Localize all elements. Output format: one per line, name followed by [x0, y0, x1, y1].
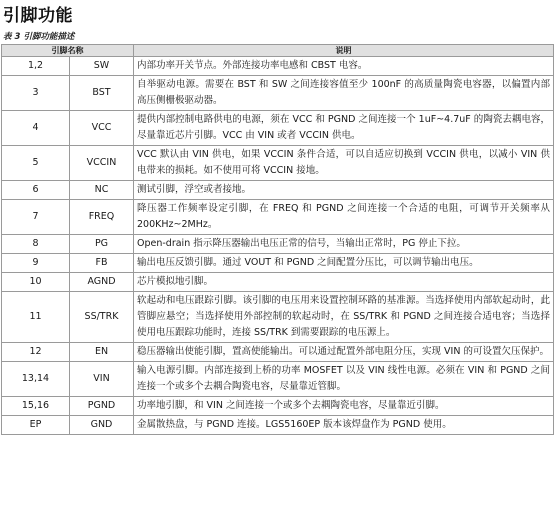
pin-function-table [1, 44, 554, 435]
pin-description: 输出电压反馈引脚。通过 VOUT 和 PGND 之间配置分压比，可以调节输出电压。 [134, 254, 554, 273]
pin-description: 金属散热盘，与 PGND 连接。LGS5160EP 版本该焊盘作为 PGND 使用。 [134, 416, 554, 435]
table-row [2, 76, 554, 111]
pin-name: FREQ [70, 200, 134, 235]
table-row [2, 235, 554, 254]
pin-description: 软起动和电压跟踪引脚。该引脚的电压用来设置控制环路的基准源。当选择使用内部软起动时，此管脚应悬空；当选择使用外部控制的软起动时，在 SS/TRK 和 PGND 之间连接合适电容；当选择使用电压跟踪功能时，连接 SS/TRK 到需要跟踪的电压源上。 [134, 292, 554, 343]
pin-description: 内部功率开关节点。外部连接功率电感和 CBST 电容。 [134, 57, 554, 76]
pin-name: VIN [70, 362, 134, 397]
table-row [2, 397, 554, 416]
pin-number: 7 [2, 200, 70, 235]
pin-number: 8 [2, 235, 70, 254]
pin-number: 1,2 [2, 57, 70, 76]
table-row [2, 343, 554, 362]
pin-number: 11 [2, 292, 70, 343]
header-pin-name: 引脚名称 [2, 45, 134, 57]
pin-description: 输入电源引脚。内部连接到上桥的功率 MOSFET 以及 VIN 线性电源。必须在 VIN 和 PGND 之间连接一个或多个去耦合陶瓷电容，尽量靠近管脚。 [134, 362, 554, 397]
pin-name: BST [70, 76, 134, 111]
table-row [2, 273, 554, 292]
pin-name: AGND [70, 273, 134, 292]
table-header-row [2, 45, 554, 57]
pin-name: NC [70, 181, 134, 200]
pin-name: SW [70, 57, 134, 76]
pin-number: 12 [2, 343, 70, 362]
pin-description: 提供内部控制电路供电的电源，须在 VCC 和 PGND 之间连接一个 1uF~4.7uF 的陶瓷去耦电容，尽量靠近芯片引脚。VCC 由 VIN 或者 VCCIN 供电。 [134, 111, 554, 146]
pin-description: 降压器工作频率设定引脚，在 FREQ 和 PGND 之间连接一个合适的电阻，可调节开关频率从 200KHz~2MHz。 [134, 200, 554, 235]
pin-number: 6 [2, 181, 70, 200]
pin-number: 3 [2, 76, 70, 111]
page-title: 引脚功能 [3, 6, 73, 26]
pin-description: 测试引脚，浮空或者接地。 [134, 181, 554, 200]
pin-description: 稳压器输出使能引脚，置高使能输出。可以通过配置外部电阻分压，实现 VIN 的可设置欠压保护。 [134, 343, 554, 362]
pin-name: SS/TRK [70, 292, 134, 343]
pin-name: PGND [70, 397, 134, 416]
table-caption: 表 3 引脚功能描述 [3, 32, 75, 42]
pin-number: 13,14 [2, 362, 70, 397]
header-description: 说明 [134, 45, 554, 57]
table-row [2, 254, 554, 273]
pin-description: 自举驱动电源。需要在 BST 和 SW 之间连接容值至少 100nF 的高质量陶瓷电容器，以偏置内部高压侧栅极驱动器。 [134, 76, 554, 111]
table-body [2, 57, 554, 435]
table-row [2, 57, 554, 76]
pin-description: 功率地引脚，和 VIN 之间连接一个或多个去耦陶瓷电容，尽量靠近引脚。 [134, 397, 554, 416]
pin-description: 芯片模拟地引脚。 [134, 273, 554, 292]
pin-description: VCC 默认由 VIN 供电，如果 VCCIN 条件合适，可以自适应切换到 VCCIN 供电，以减小 VIN 供电带来的损耗。如不使用可将 VCCIN 接地。 [134, 146, 554, 181]
pin-number: 9 [2, 254, 70, 273]
pin-name: PG [70, 235, 134, 254]
pin-name: FB [70, 254, 134, 273]
table-row [2, 292, 554, 343]
pin-name: EN [70, 343, 134, 362]
pin-description: Open-drain 指示降压器输出电压正常的信号，当输出正常时，PG 停止下拉。 [134, 235, 554, 254]
table-row [2, 181, 554, 200]
pin-number: 5 [2, 146, 70, 181]
pin-name: VCC [70, 111, 134, 146]
table-row [2, 146, 554, 181]
table-row [2, 111, 554, 146]
table-row [2, 200, 554, 235]
pin-number: 4 [2, 111, 70, 146]
table-row [2, 362, 554, 397]
pin-number: EP [2, 416, 70, 435]
pin-name: GND [70, 416, 134, 435]
table-row [2, 416, 554, 435]
pin-name: VCCIN [70, 146, 134, 181]
pin-number: 15,16 [2, 397, 70, 416]
pin-number: 10 [2, 273, 70, 292]
